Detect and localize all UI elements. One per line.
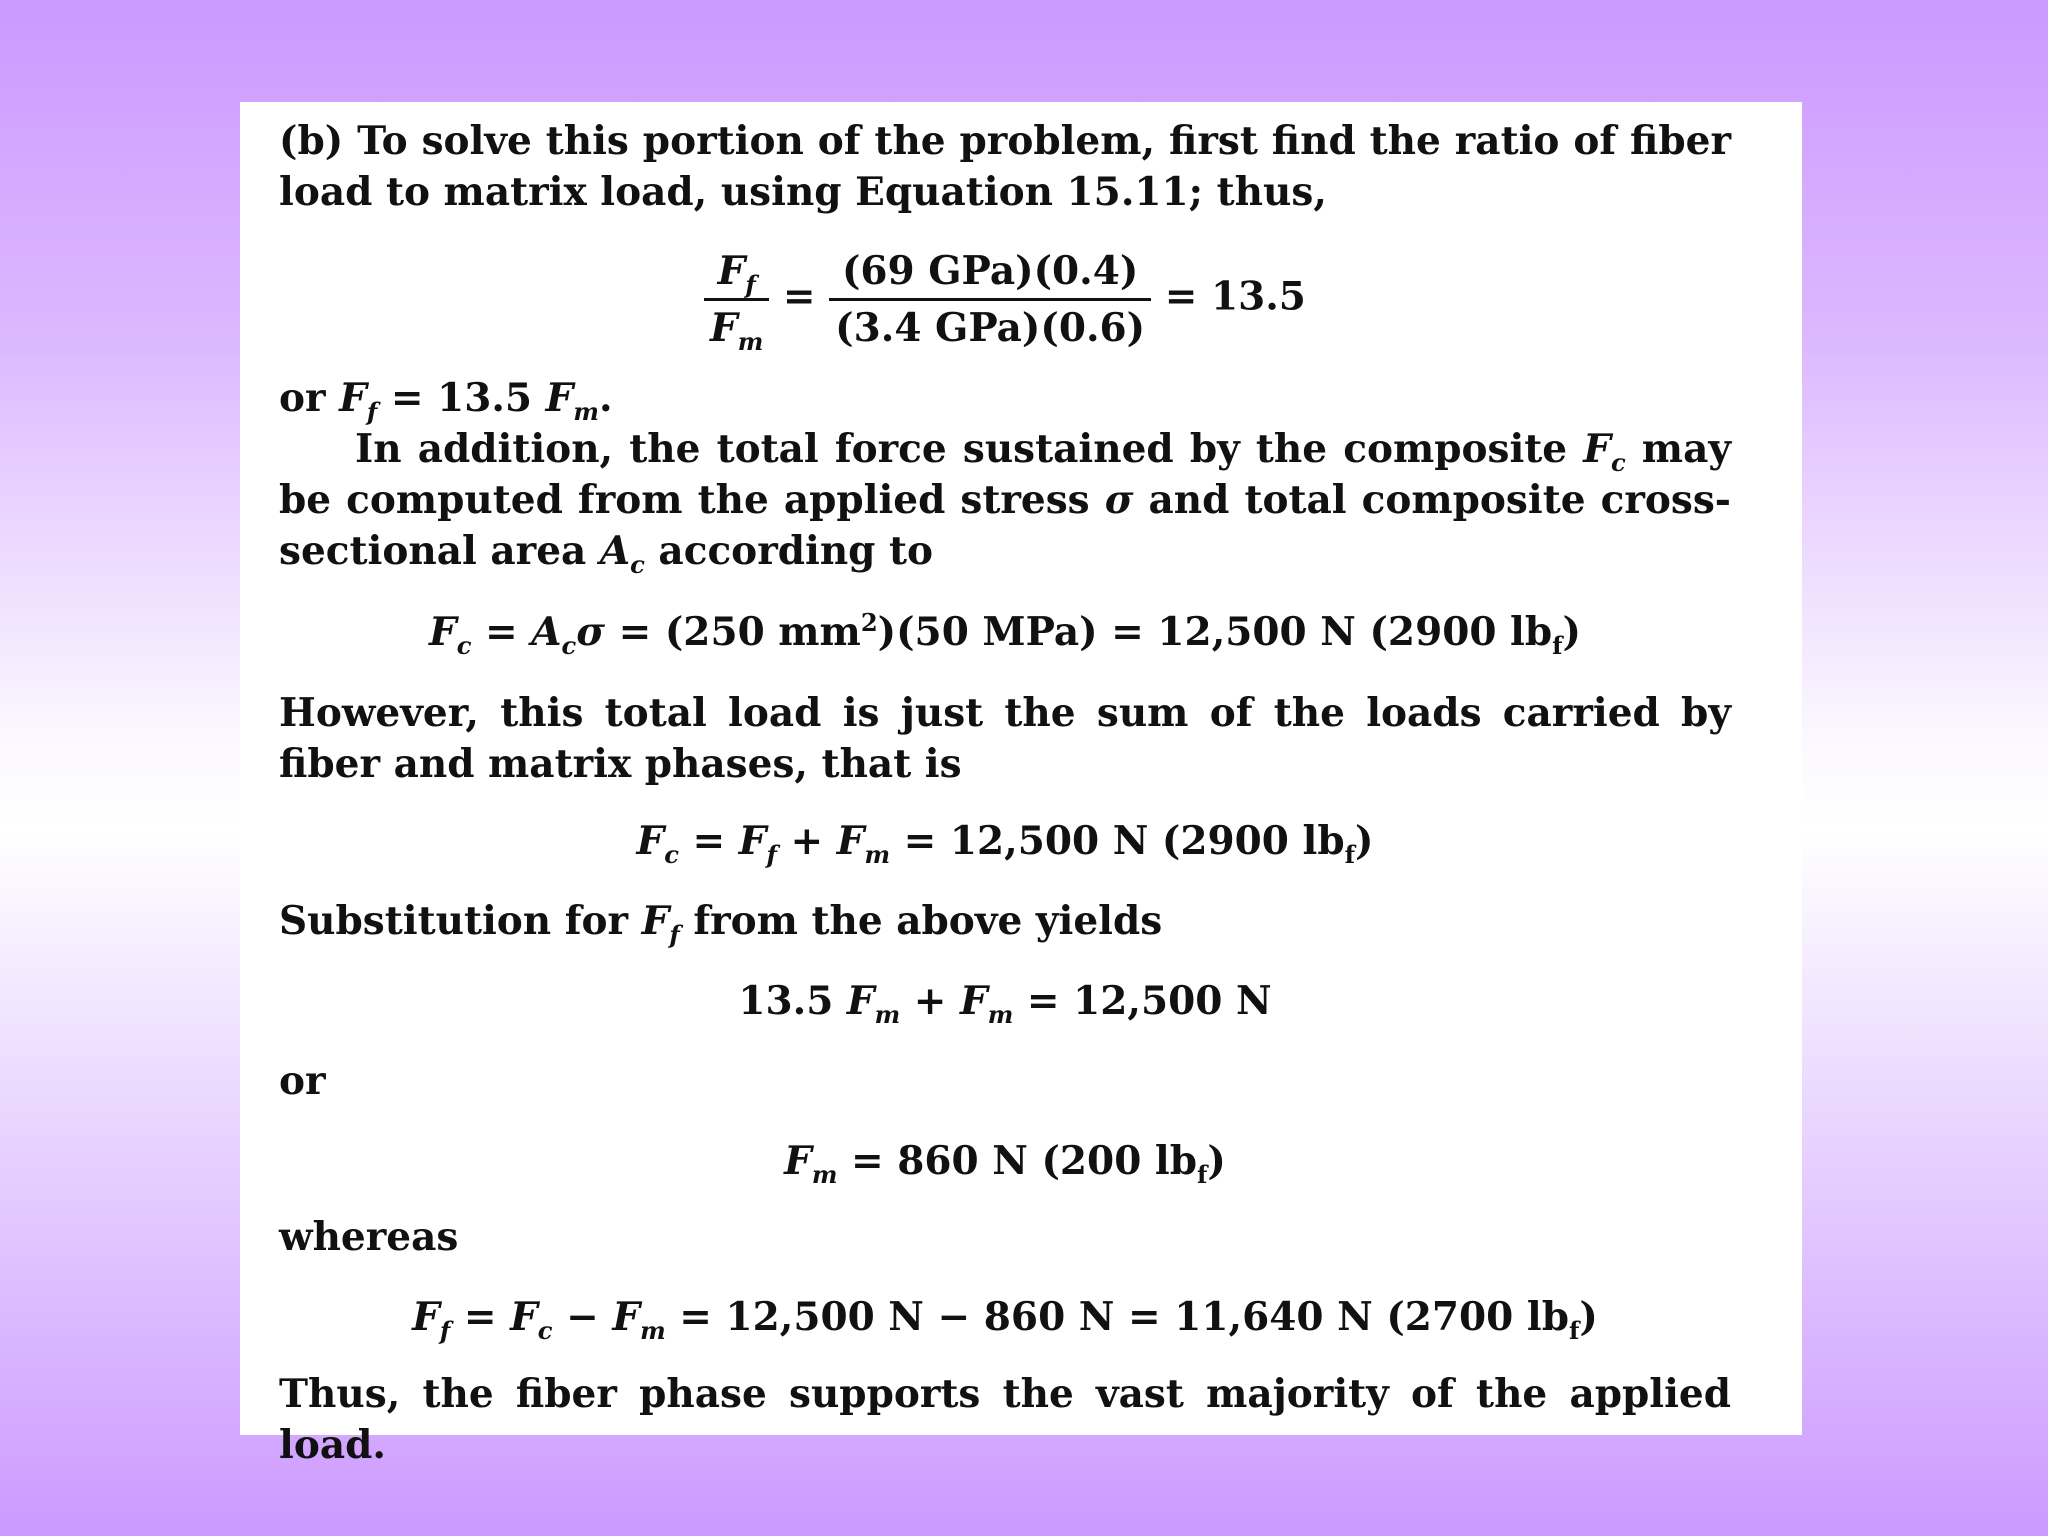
symbol-fm: F — [784, 1138, 812, 1184]
symbol-fc: F — [1583, 426, 1611, 472]
paragraph-text: Substitution for — [279, 898, 642, 944]
symbol-fm: F — [710, 305, 738, 351]
subscript-c: c — [561, 630, 577, 660]
symbol-fm: F — [836, 818, 865, 864]
subscript-m: m — [874, 999, 901, 1029]
equation-substituted — [279, 976, 1731, 1027]
subscript-f: f — [439, 1315, 451, 1345]
subscript-f: f — [766, 839, 777, 869]
close-paren: ) — [1207, 1138, 1226, 1184]
or-line — [279, 373, 1731, 424]
symbol-ff: F — [738, 818, 767, 864]
symbol-fc: F — [510, 1294, 538, 1340]
whereas-text: whereas — [279, 1214, 459, 1260]
equals-sign: = — [450, 1294, 511, 1340]
conclusion-paragraph: Thus, the fiber phase supports the vast majority of the applied load. — [279, 1371, 1731, 1468]
symbol-fc: F — [429, 609, 457, 655]
symbol-fc: F — [636, 818, 665, 864]
paragraph-text: In addition, the total force sustained by the composite — [355, 426, 1584, 472]
subscript-m: m — [573, 396, 599, 426]
plus-sign: + — [776, 818, 837, 864]
fraction-denominator: (3.4 GPa)(0.6) — [835, 305, 1146, 351]
subscript-m: m — [864, 839, 891, 869]
intro-text: To solve this portion of the problem, first find the ratio of fiber load to matrix load, using Equation 15.11; thus, — [279, 118, 1732, 215]
subscript-f: f — [1568, 1315, 1580, 1345]
fraction-force-ratio — [704, 244, 769, 355]
symbol-ff: F — [339, 375, 367, 421]
equation-matrix-load — [279, 1136, 1731, 1187]
equals-sign: = — [782, 273, 816, 320]
paragraph-total-force — [279, 424, 1731, 577]
fraction-modulus-ratio — [829, 244, 1151, 355]
subscript-c: c — [1610, 447, 1626, 477]
close-paren: ) — [1562, 609, 1581, 655]
symbol-fm: F — [846, 978, 875, 1024]
equation-text: = (250 mm — [605, 609, 861, 655]
symbol-ff: F — [717, 248, 746, 294]
relation-text: = 13.5 — [377, 375, 546, 421]
symbol-fm: F — [960, 978, 988, 1024]
paragraph-text: and total composite cross-sectional area — [279, 477, 1731, 574]
part-label: (b) — [279, 118, 344, 164]
document-content — [279, 116, 1731, 1471]
subscript-c: c — [456, 630, 472, 660]
equation-fiber-load — [279, 1292, 1731, 1343]
paragraph-substitution — [279, 896, 1731, 947]
symbol-ac: A — [599, 528, 631, 574]
equals-sign: = — [471, 609, 532, 655]
symbol-ac: A — [531, 609, 562, 655]
close-paren: ) — [1579, 1294, 1598, 1340]
equation-text: = 12,500 N (2900 lb — [890, 818, 1345, 864]
subscript-m: m — [640, 1315, 666, 1345]
intro-paragraph — [279, 116, 1731, 218]
subscript-f: f — [669, 919, 680, 949]
equation-text: = 860 N (200 lb — [837, 1138, 1197, 1184]
plus-sign: + — [900, 978, 961, 1024]
subscript-f: f — [366, 396, 378, 426]
superscript-2: 2 — [860, 608, 878, 637]
paragraph-text: may be computed from the applied stress — [279, 426, 1732, 523]
subscript-m: m — [737, 326, 764, 356]
or-text: or — [279, 1058, 326, 1104]
symbol-sigma: σ — [1104, 477, 1134, 523]
close-paren: ) — [1355, 818, 1374, 864]
ratio-result: = 13.5 — [1164, 273, 1306, 320]
paragraph-text: from the above yields — [679, 898, 1163, 944]
equation-force-sum — [279, 816, 1731, 867]
equation-load-ratio — [279, 244, 1731, 355]
symbol-ff: F — [412, 1294, 440, 1340]
fraction-numerator: (69 GPa)(0.4) — [829, 244, 1151, 301]
paragraph-sum-of-loads: However, this total load is just the sum of the loads carried by fiber and matrix phases, that is — [279, 690, 1731, 787]
subscript-f: f — [1197, 1159, 1208, 1189]
symbol-ff: F — [641, 898, 670, 944]
equation-text: = 12,500 N — [1013, 978, 1272, 1024]
symbol-sigma: σ — [576, 609, 606, 655]
document-page — [240, 102, 1802, 1468]
coefficient: 13.5 — [738, 978, 847, 1024]
subscript-m: m — [987, 999, 1014, 1029]
paragraph-text: according to — [644, 528, 934, 574]
subscript-f: f — [1552, 630, 1563, 660]
equation-text: = 12,500 N − 860 N = 11,640 N (2700 lb — [665, 1294, 1569, 1340]
subscript-f: f — [745, 269, 756, 299]
equals-sign: = — [678, 818, 739, 864]
subscript-f: f — [1344, 839, 1355, 869]
subscript-c: c — [664, 839, 679, 869]
equation-text: )(50 MPa) = 12,500 N (2900 lb — [877, 609, 1553, 655]
symbol-fm: F — [545, 375, 574, 421]
or-text: or — [279, 375, 340, 421]
equation-composite-force — [279, 607, 1731, 658]
period: . — [598, 375, 613, 421]
minus-sign: − — [552, 1294, 613, 1340]
subscript-c: c — [537, 1315, 553, 1345]
subscript-m: m — [811, 1159, 838, 1189]
symbol-fm: F — [612, 1294, 641, 1340]
subscript-c: c — [630, 549, 645, 579]
